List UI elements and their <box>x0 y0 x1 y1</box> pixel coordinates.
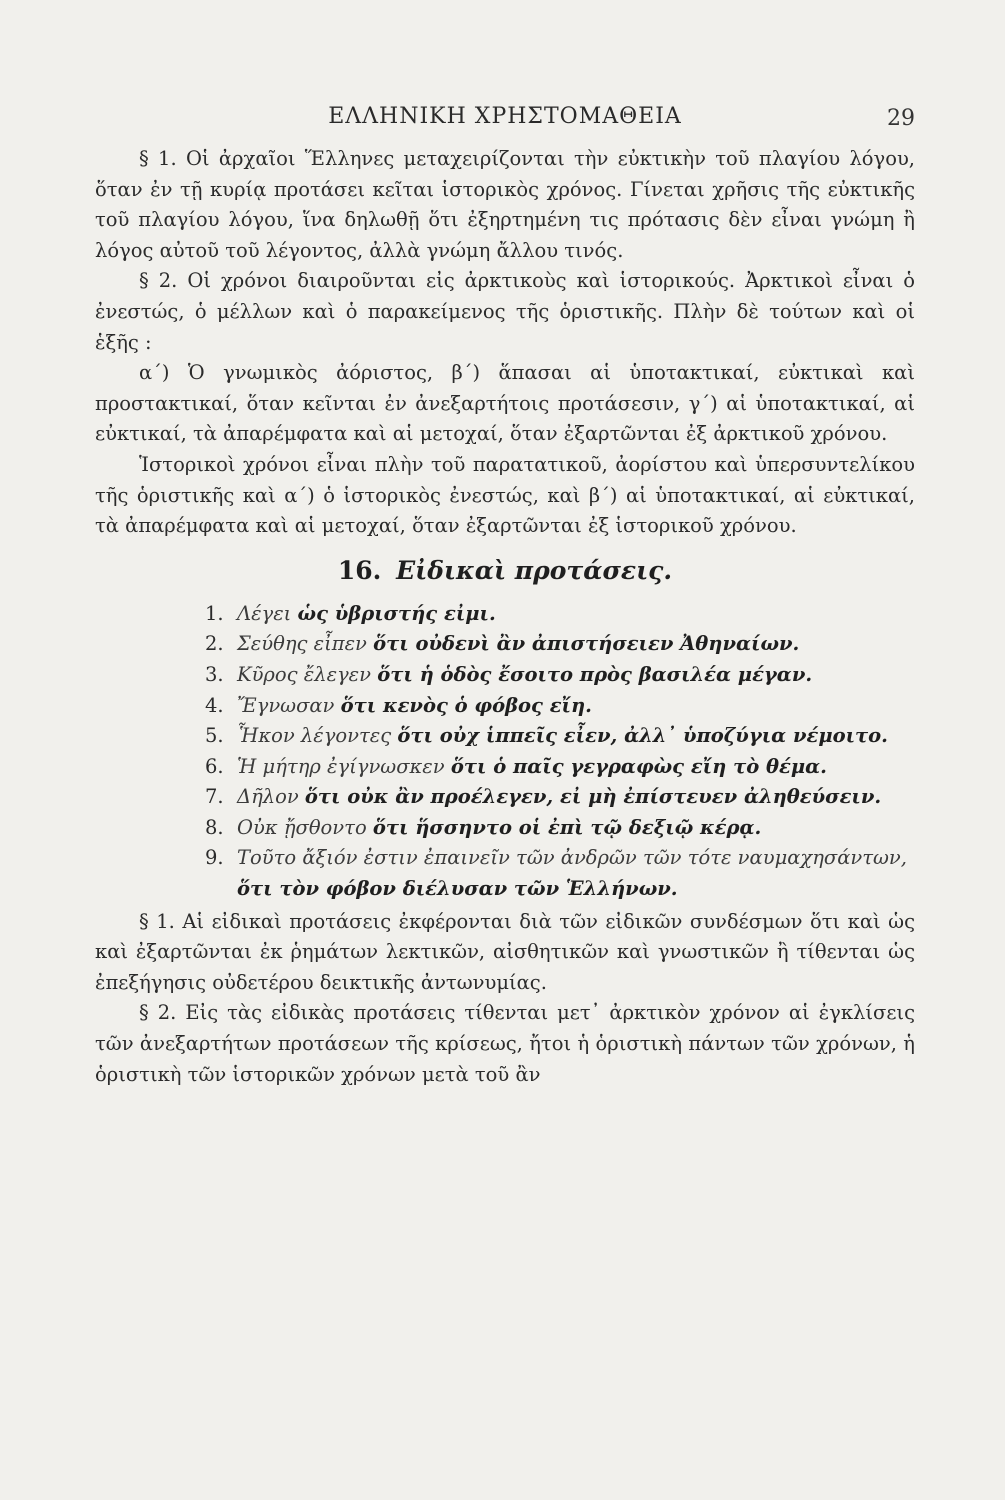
example-number: 4. <box>205 693 224 717</box>
example-item <box>95 843 915 904</box>
page-number: 29 <box>887 106 915 131</box>
example-clause: ὅτι οὐχ ἱππεῖς εἶεν, ἀλλ᾽ ὑποζύγια νέμοιτο. <box>397 724 888 748</box>
rules-section <box>95 907 915 1091</box>
example-clause: ὡς ὑβριστής εἰμι. <box>297 601 496 625</box>
examples-list <box>95 599 915 905</box>
example-item <box>95 752 915 783</box>
running-header <box>95 104 915 140</box>
example-number: 9. <box>205 846 224 870</box>
example-item <box>95 721 915 752</box>
example-clause: ὅτι ὁ παῖς γεγραφὼς εἴη τὸ θέμα. <box>450 754 827 778</box>
example-lead: Τοῦτο ἄξιόν ἐστιν ἐπαινεῖν τῶν ἀνδρῶν τῶν τότε ναυμαχησάντων, <box>237 846 907 870</box>
paragraph-3: α΄) Ὁ γνωμικὸς ἀόριστος, β΄) ἅπασαι αἱ ὑποτακτικαί, εὐκτικαὶ καὶ προστακτικαί, ὅταν κεῖνται ἐν ἀνεξαρτήτοις προτάσεσιν, γ΄) αἱ ὑποτακτικαί, αἱ εὐκτικαί, τὰ ἀπαρέμφατα καὶ αἱ μετοχαί, ὅταν ἐξαρτῶνται ἐξ ἀρκτικοῦ χρόνου. <box>95 361 915 446</box>
rule-paragraph-1: § 1. Αἱ εἰδικαὶ προτάσεις ἐκφέρονται διὰ τῶν εἰδικῶν συνδέσμων ὅτι καὶ ὡς καὶ ἐξαρτῶνται ἐκ ῥημάτων λεκτικῶν, αἰσθητικῶν καὶ γνωστικῶν ἢ τίθενται ὡς ἐπεξήγησις οὐδετέρου δεικτικῆς ἀντωνυμίας. <box>95 909 915 994</box>
example-lead: Σεύθης εἶπεν <box>237 632 367 656</box>
example-number: 1. <box>205 601 224 625</box>
example-lead: Ἔγνωσαν <box>237 693 335 717</box>
example-number: 6. <box>205 754 224 778</box>
example-item <box>95 660 915 691</box>
example-lead: Οὐκ ᾔσθοντο <box>237 815 367 839</box>
example-lead: Λέγει <box>237 601 292 625</box>
rule-paragraph-2: § 2. Εἰς τὰς εἰδικὰς προτάσεις τίθενται μετ᾽ ἀρκτικὸν χρόνον αἱ ἐγκλίσεις τῶν ἀνεξαρτήτων προτάσεων τῆς κρίσεως, ἤτοι ἡ ὁριστικὴ πάντων τῶν χρόνων, ἡ ὁριστικὴ τῶν ἱστορικῶν χρόνων μετὰ τοῦ ἂν <box>95 1001 915 1086</box>
example-clause: ὅτι ἡ ὁδὸς ἔσοιτο πρὸς βασιλέα μέγαν. <box>377 662 813 686</box>
running-title: ΕΛΛΗΝΙΚΗ ΧΡΗΣΤΟΜΑΘΕΙΑ <box>328 104 682 129</box>
example-clause: ὅτι κενὸς ὁ φόβος εἴη. <box>340 693 592 717</box>
book-page <box>95 104 915 1494</box>
example-clause: ὅτι οὐκ ἂν προέλεγεν, εἰ μὴ ἐπίστευεν ἀληθεύσειν. <box>304 785 882 809</box>
example-item <box>95 691 915 722</box>
example-lead: Κῦρος ἔλεγεν <box>237 662 372 686</box>
paragraph-4: Ἱστορικοὶ χρόνοι εἶναι πλὴν τοῦ παρατατικοῦ, ἀορίστου καὶ ὑπερσυντελίκου τῆς ὁριστικῆς καὶ α΄) ὁ ἱστορικὸς ἐνεστώς, καὶ β΄) αἱ ὑποτακτικαί, αἱ εὐκτικαί, τὰ ἀπαρέμφατα καὶ αἱ μετοχαί, ὅταν ἐξαρτῶνται ἐξ ἱστορικοῦ χρόνου. <box>95 452 915 538</box>
example-lead: Ἧκον λέγοντες <box>237 724 392 748</box>
example-clause: ὅτι ἥσσηντο οἱ ἐπὶ τῷ δεξιῷ κέρᾳ. <box>372 815 762 839</box>
example-number: 5. <box>205 724 224 748</box>
example-item <box>95 599 915 630</box>
section-heading <box>95 556 915 585</box>
example-lead: Δῆλον <box>237 785 299 809</box>
example-number: 3. <box>205 662 224 686</box>
paragraph-2: § 2. Οἱ χρόνοι διαιροῦνται εἰς ἀρκτικοὺς καὶ ἱστορικούς. Ἀρκτικοὶ εἶναι ὁ ἐνεστώς, ὁ μέλλων καὶ ὁ παρακείμενος τῆς ὁριστικῆς. Πλὴν δὲ τούτων καὶ οἱ ἑξῆς : <box>95 269 915 354</box>
example-number: 8. <box>205 815 224 839</box>
example-lead: Ἡ μήτηρ ἐγίγνωσκεν <box>237 754 445 778</box>
example-item <box>95 813 915 844</box>
paragraph-1: § 1. Οἱ ἀρχαῖοι Ἕλληνες μεταχειρίζονται τὴν εὐκτικὴν τοῦ πλαγίου λόγου, ὅταν ἐν τῇ κυρίᾳ προτάσει κεῖται ἱστορικὸς χρόνος. Γίνεται χρῆσις τῆς εὐκτικῆς τοῦ πλαγίου λόγου, ἵνα δηλωθῇ ὅτι ἐξηρτημένη τις πρότασις δὲν εἶναι γνώμη ἢ λόγος αὐτοῦ τοῦ λέγοντος, ἀλλὰ γνώμη ἄλλου τινός. <box>95 147 915 262</box>
example-clause: ὅτι οὐδενὶ ἂν ἀπιστήσειεν Ἀθηναίων. <box>373 632 800 656</box>
example-clause: ὅτι τὸν φόβον διέλυσαν τῶν Ἑλλήνων. <box>237 877 678 901</box>
section-number: 16. <box>337 555 382 585</box>
example-item <box>95 782 915 813</box>
example-number: 2. <box>205 632 224 656</box>
section-title: Εἰδικαὶ προτάσεις. <box>396 555 673 585</box>
example-number: 7. <box>205 785 224 809</box>
example-item <box>95 629 915 660</box>
